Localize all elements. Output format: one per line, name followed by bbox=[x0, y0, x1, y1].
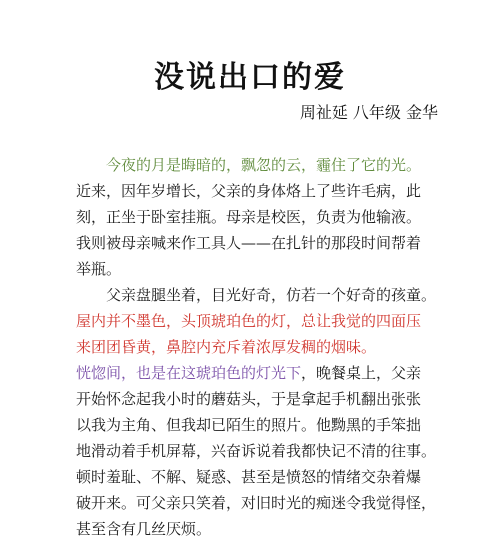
article-body bbox=[76, 152, 436, 542]
text-segment: 来团团昏黄，鼻腔内充斥着浓厚发稠的烟味。 bbox=[76, 338, 377, 356]
text-line bbox=[76, 178, 436, 204]
text-segment: ，晚餐桌上，父亲 bbox=[301, 364, 422, 382]
text-line bbox=[76, 308, 436, 334]
text-segment: 我则被母亲喊来作工具人——在扎针的那段时间帮着 bbox=[76, 234, 422, 252]
text-line bbox=[76, 386, 436, 412]
text-segment: 父亲盘腿坐着，目光好奇，仿若一个好奇的孩童。 bbox=[106, 286, 437, 304]
text-line bbox=[76, 464, 436, 490]
text-line bbox=[76, 438, 436, 464]
text-segment: 刻，正坐于卧室挂瓶。母亲是校医，负责为他输液。 bbox=[76, 208, 422, 226]
text-segment: 破开来。可父亲只笑着，对旧时光的痴迷令我觉得怪， bbox=[76, 494, 437, 512]
text-segment: 开始怀念起我小时的蘑菇头，于是拿起手机翻出张张 bbox=[76, 390, 422, 408]
text-line bbox=[76, 282, 436, 308]
author-line: 周祉延 八年级 金华 bbox=[299, 103, 438, 122]
text-segment: 以我为主角、但我却已陌生的照片。他黝黑的手笨拙 bbox=[76, 416, 422, 434]
page-title: 没说出口的爱 bbox=[154, 60, 346, 95]
text-line bbox=[76, 152, 436, 178]
text-line bbox=[76, 490, 436, 516]
text-segment: 举瓶。 bbox=[76, 260, 122, 278]
text-segment: 今夜的月是晦暗的，飘忽的云，霾住了它的光。 bbox=[106, 156, 422, 174]
text-segment: 近来，因年岁增长，父亲的身体烙上了些许毛病，此 bbox=[76, 182, 422, 200]
text-segment: 顿时羞耻、不解、疑惑、甚至是愤怒的情绪交杂着爆 bbox=[76, 468, 422, 486]
text-segment: 地滑动着手机屏幕，兴奋诉说着我都快记不清的往事。 bbox=[76, 442, 437, 460]
text-line bbox=[76, 516, 436, 542]
text-line bbox=[76, 412, 436, 438]
text-segment: 屋内并不墨色，头顶琥珀色的灯，总让我觉的四面压 bbox=[76, 312, 422, 330]
text-line bbox=[76, 360, 436, 386]
text-line bbox=[76, 334, 436, 360]
text-segment: 恍惚间，也是在这琥珀色的灯光下 bbox=[76, 364, 302, 382]
text-line bbox=[76, 230, 436, 256]
text-segment: 甚至含有几丝厌烦。 bbox=[76, 520, 212, 538]
text-line bbox=[76, 256, 436, 282]
text-line bbox=[76, 204, 436, 230]
